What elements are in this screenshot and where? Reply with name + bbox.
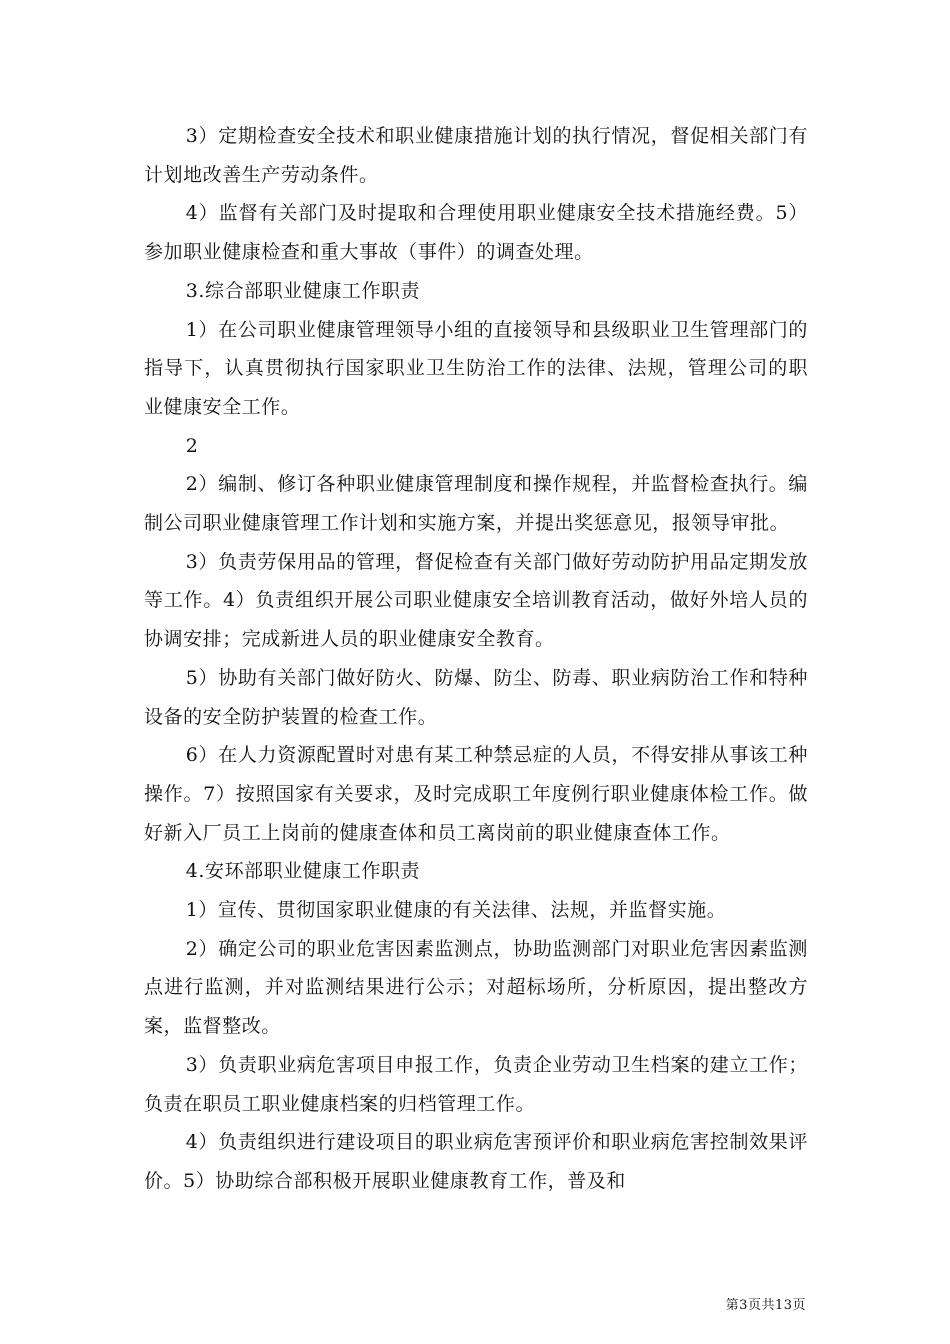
paragraph-9: 6）在人力资源配置时对患有某工种禁忌症的人员，不得安排从事该工种操作。7）按照国家有关要求，及时完成职工年度例行职业健康体检工作。做好新入厂员工上岗前的健康查体和员工离岗前的职业健康查体工作。 bbox=[144, 744, 808, 844]
page-number-footer: 第3页共13页 bbox=[725, 1298, 806, 1313]
paragraph-7: 3）负责劳保用品的管理，督促检查有关部门做好劳动防护用品定期发放等工作。4）负责组织开展公司职业健康安全培训教育活动，做好外培人员的协调安排；完成新进人员的职业健康安全教育。 bbox=[144, 550, 808, 651]
paragraph-14: 4）负责组织进行建设项目的职业病危害预评价和职业病危害控制效果评价。5）协助综合部积极开展职业健康教育工作，普及和 bbox=[144, 1131, 808, 1192]
paragraph-2: 4）监督有关部门及时提取和合理使用职业健康安全技术措施经费。5）参加职业健康检查和重大事故（事件）的调查处理。 bbox=[144, 202, 808, 264]
paragraph-4: 1）在公司职业健康管理领导小组的直接领导和县级职业卫生管理部门的指导下，认真贯彻执行国家职业卫生防治工作的法律、法规，管理公司的职业健康安全工作。 bbox=[144, 318, 808, 418]
section-heading-4: 4.安环部职业健康工作职责 bbox=[185, 860, 421, 883]
document-body bbox=[144, 117, 808, 1201]
paragraph-8: 5）协助有关部门做好防火、防爆、防尘、防毒、职业病防治工作和特种设备的安全防护装置的检查工作。 bbox=[144, 666, 808, 728]
paragraph-13: 3）负责职业病危害项目申报工作，负责企业劳动卫生档案的建立工作；负责在职员工职业健康档案的归档管理工作。 bbox=[144, 1053, 808, 1115]
section-heading-3: 3.综合部职业健康工作职责 bbox=[185, 279, 421, 302]
paragraph-11: 1）宣传、贯彻国家职业健康的有关法律、法规，并监督实施。 bbox=[185, 899, 727, 922]
paragraph-1: 3）定期检查安全技术和职业健康措施计划的执行情况，督促相关部门有计划地改善生产劳动条件。 bbox=[144, 125, 808, 186]
stray-number: 2 bbox=[185, 434, 199, 457]
paragraph-6: 2）编制、修订各种职业健康管理制度和操作规程，并监督检查执行。编制公司职业健康管理工作计划和实施方案，并提出奖惩意见，报领导审批。 bbox=[144, 473, 808, 535]
paragraph-12: 2）确定公司的职业危害因素监测点，协助监测部门对职业危害因素监测点进行监测，并对监测结果进行公示；对超标场所，分析原因，提出整改方案，监督整改。 bbox=[144, 937, 808, 1038]
